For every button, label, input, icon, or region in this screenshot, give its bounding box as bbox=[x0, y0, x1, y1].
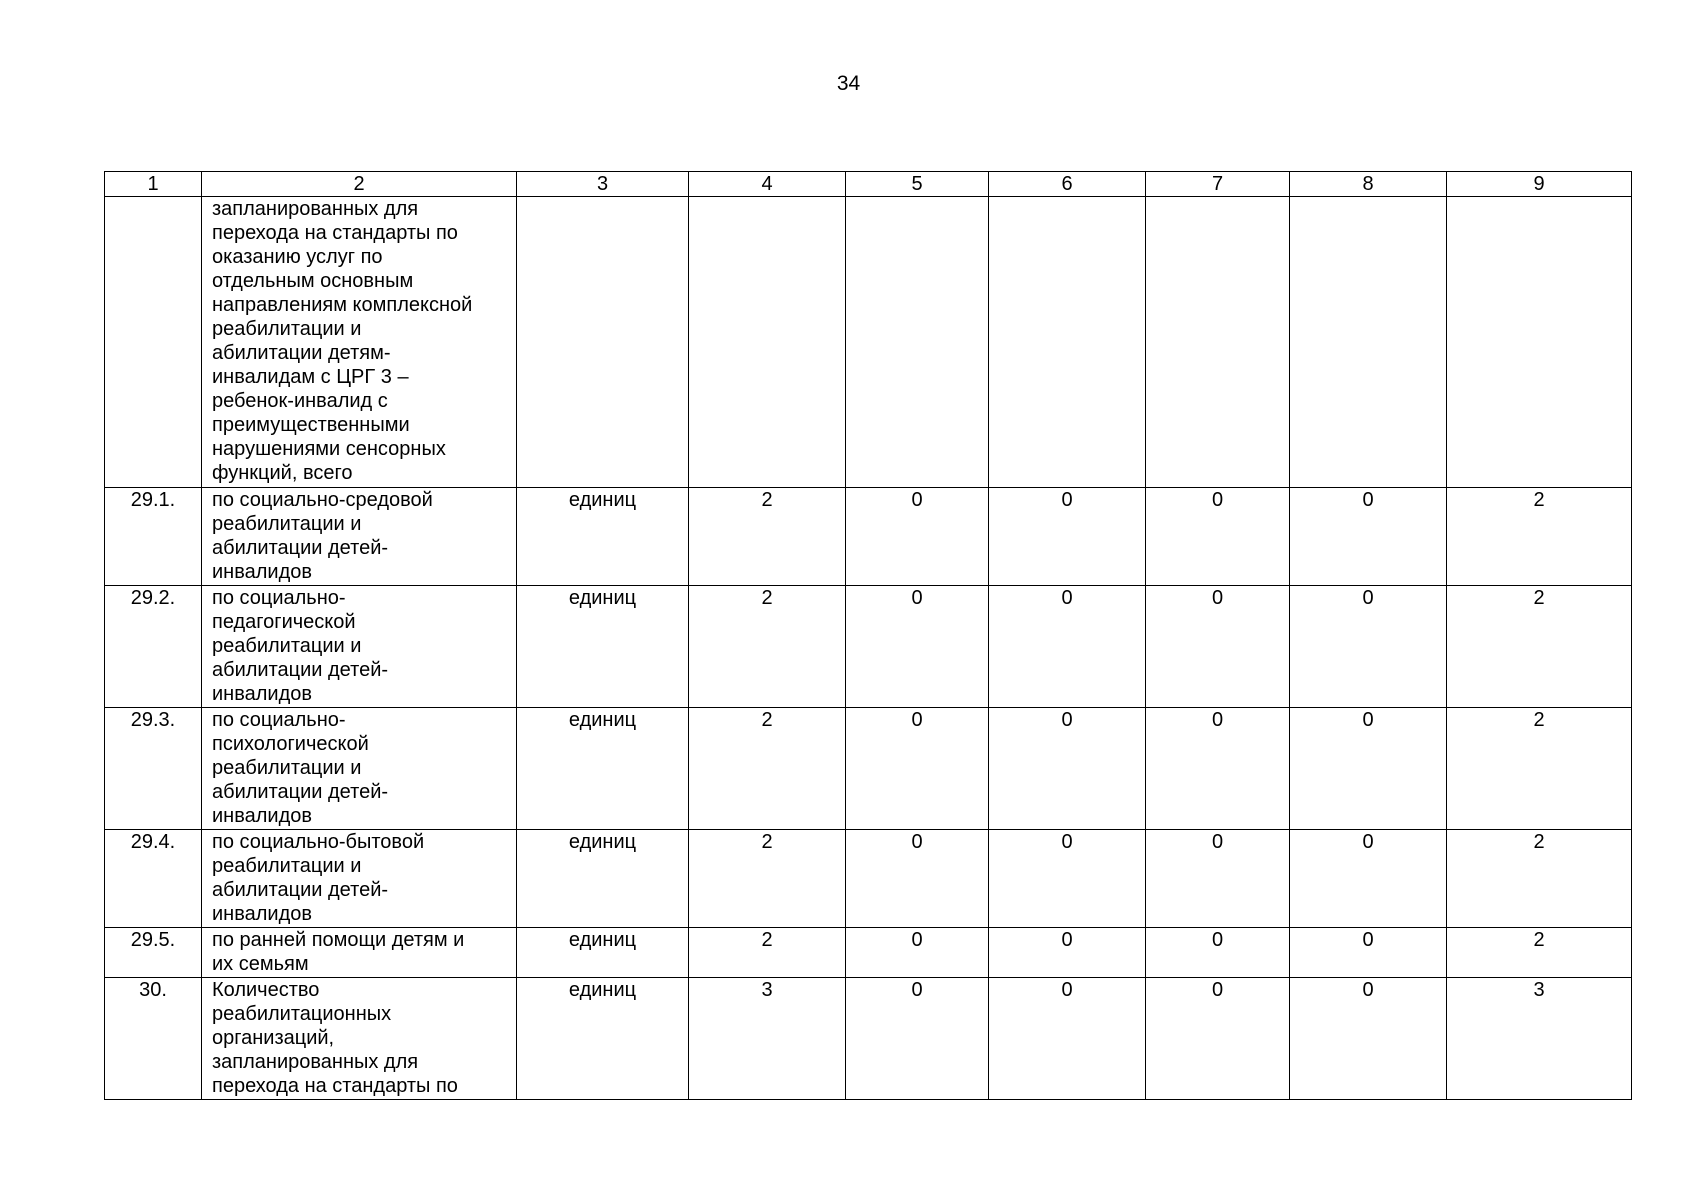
row-unit: единиц bbox=[517, 928, 689, 978]
row-value bbox=[1447, 197, 1632, 488]
row-value: 0 bbox=[989, 708, 1146, 830]
row-value: 2 bbox=[689, 586, 846, 708]
row-value: 0 bbox=[1146, 928, 1290, 978]
row-value: 0 bbox=[989, 488, 1146, 586]
column-header: 8 bbox=[1290, 172, 1447, 197]
row-value: 0 bbox=[1146, 488, 1290, 586]
row-description bbox=[202, 978, 517, 1100]
row-value: 0 bbox=[1290, 708, 1447, 830]
row-description-text: по социально-бытовой реабилитации и абилитации детей- инвалидов bbox=[212, 831, 425, 925]
row-description bbox=[202, 488, 517, 586]
row-value: 0 bbox=[989, 928, 1146, 978]
row-value: 2 bbox=[1447, 830, 1632, 928]
row-value: 0 bbox=[846, 830, 989, 928]
row-value: 2 bbox=[689, 928, 846, 978]
column-header: 7 bbox=[1146, 172, 1290, 197]
column-header: 1 bbox=[105, 172, 202, 197]
row-value: 2 bbox=[1447, 928, 1632, 978]
row-number: 30. bbox=[105, 978, 202, 1100]
row-value: 0 bbox=[846, 708, 989, 830]
row-number: 29.1. bbox=[105, 488, 202, 586]
column-header: 6 bbox=[989, 172, 1146, 197]
row-number bbox=[105, 197, 202, 488]
row-value: 0 bbox=[846, 488, 989, 586]
row-value: 2 bbox=[1447, 708, 1632, 830]
table-row bbox=[105, 978, 1632, 1100]
row-description bbox=[202, 928, 517, 978]
row-number: 29.5. bbox=[105, 928, 202, 978]
row-value: 0 bbox=[846, 928, 989, 978]
row-description-text: запланированных для перехода на стандарты по оказанию услуг по отдельным основным направлениям комплексной реабилитации и абилитации детям- инвалидам с ЦРГ 3 – ребенок-инвалид с преимущественными нарушениями сенсорных функций, всего bbox=[212, 198, 473, 484]
row-value: 2 bbox=[689, 488, 846, 586]
row-value: 0 bbox=[846, 978, 989, 1100]
row-value: 0 bbox=[1146, 978, 1290, 1100]
table-row bbox=[105, 708, 1632, 830]
row-value: 0 bbox=[1290, 830, 1447, 928]
row-value: 0 bbox=[846, 586, 989, 708]
row-description bbox=[202, 197, 517, 488]
row-value: 3 bbox=[1447, 978, 1632, 1100]
row-number: 29.4. bbox=[105, 830, 202, 928]
row-unit: единиц bbox=[517, 830, 689, 928]
row-description-text: по социально-средовой реабилитации и абилитации детей- инвалидов bbox=[212, 489, 433, 583]
page-number: 34 bbox=[836, 72, 861, 95]
table-row bbox=[105, 197, 1632, 488]
row-value: 0 bbox=[1146, 830, 1290, 928]
column-header: 9 bbox=[1447, 172, 1632, 197]
row-value bbox=[1146, 197, 1290, 488]
row-value: 2 bbox=[689, 708, 846, 830]
row-value: 2 bbox=[1447, 488, 1632, 586]
row-value: 2 bbox=[1447, 586, 1632, 708]
data-table bbox=[104, 171, 1632, 1100]
row-unit: единиц bbox=[517, 708, 689, 830]
row-description bbox=[202, 586, 517, 708]
row-description bbox=[202, 708, 517, 830]
row-value: 2 bbox=[689, 830, 846, 928]
row-value: 0 bbox=[989, 586, 1146, 708]
row-number: 29.3. bbox=[105, 708, 202, 830]
table-header-row bbox=[105, 172, 1632, 197]
table-row bbox=[105, 586, 1632, 708]
row-description bbox=[202, 830, 517, 928]
row-value: 0 bbox=[1290, 488, 1447, 586]
row-value: 0 bbox=[1146, 708, 1290, 830]
row-unit: единиц bbox=[517, 488, 689, 586]
row-description-text: по социально- психологической реабилитации и абилитации детей- инвалидов bbox=[212, 709, 389, 827]
row-unit: единиц bbox=[517, 978, 689, 1100]
row-value: 0 bbox=[1290, 586, 1447, 708]
column-header: 3 bbox=[517, 172, 689, 197]
row-value: 0 bbox=[1290, 928, 1447, 978]
row-value: 0 bbox=[989, 830, 1146, 928]
row-unit: единиц bbox=[517, 586, 689, 708]
row-value bbox=[1290, 197, 1447, 488]
table-row bbox=[105, 488, 1632, 586]
row-description-text: Количество реабилитационных организаций, запланированных для перехода на стандарты по bbox=[212, 979, 458, 1097]
row-description-text: по ранней помощи детям и их семьям bbox=[212, 929, 465, 975]
column-header: 2 bbox=[202, 172, 517, 197]
table-row bbox=[105, 928, 1632, 978]
row-value: 3 bbox=[689, 978, 846, 1100]
row-value: 0 bbox=[989, 978, 1146, 1100]
row-number: 29.2. bbox=[105, 586, 202, 708]
row-value bbox=[846, 197, 989, 488]
row-value bbox=[989, 197, 1146, 488]
table-row bbox=[105, 830, 1632, 928]
row-unit bbox=[517, 197, 689, 488]
row-value bbox=[689, 197, 846, 488]
row-description-text: по социально- педагогической реабилитации и абилитации детей- инвалидов bbox=[212, 587, 389, 705]
column-header: 4 bbox=[689, 172, 846, 197]
column-header: 5 bbox=[846, 172, 989, 197]
row-value: 0 bbox=[1290, 978, 1447, 1100]
row-value: 0 bbox=[1146, 586, 1290, 708]
